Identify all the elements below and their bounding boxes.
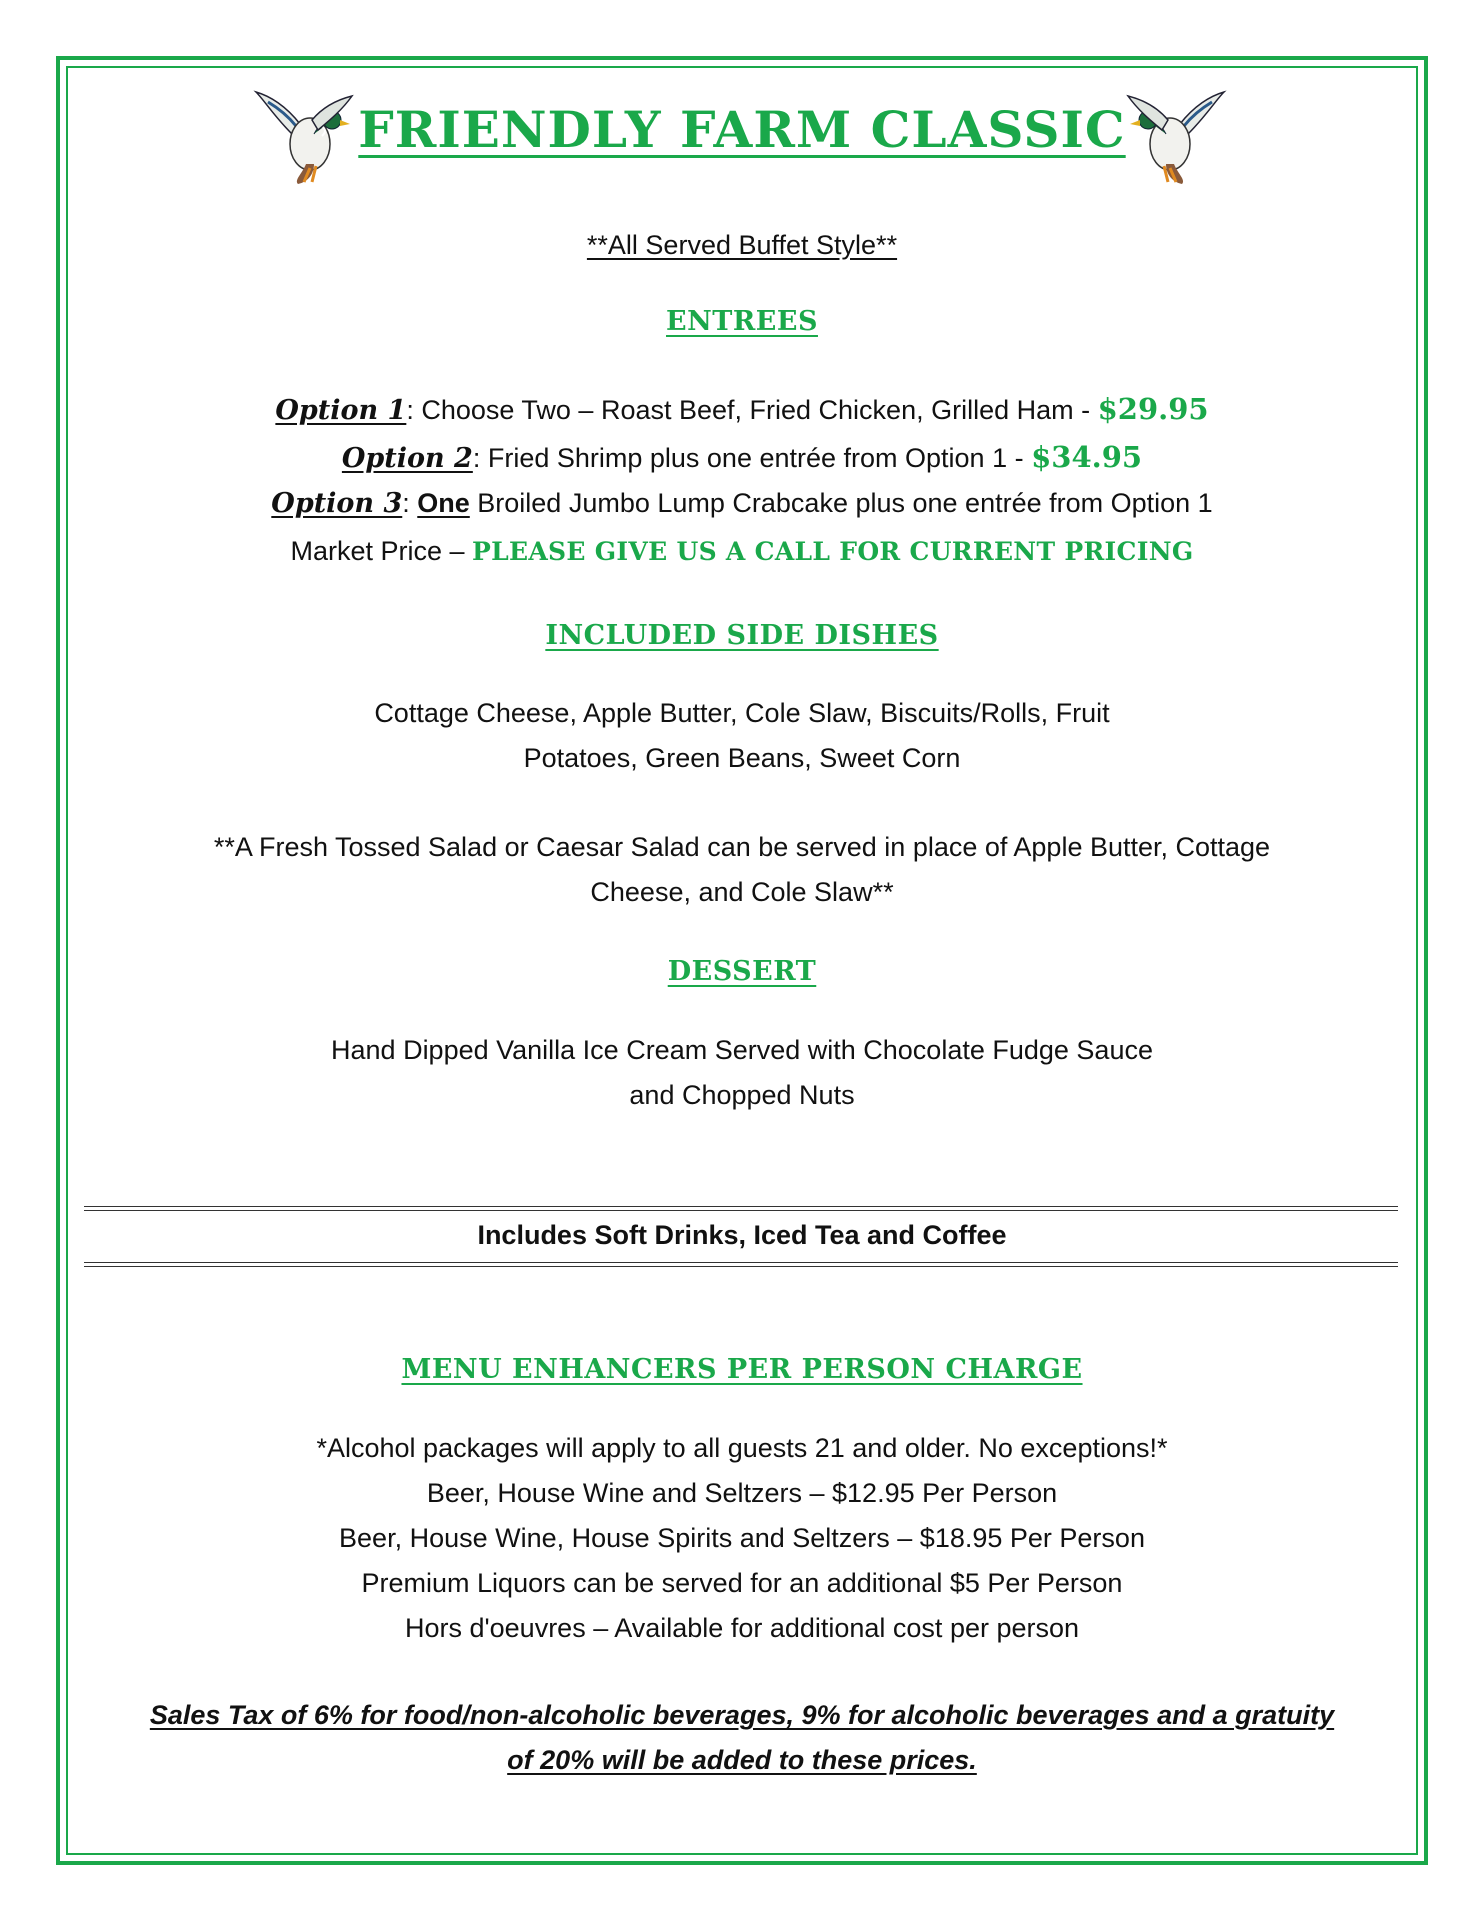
option-2-text: : Fried Shrimp plus one entrée from Option 1 - [472,443,1032,473]
side-dishes-line-1: Cottage Cheese, Apple Butter, Cole Slaw, Biscuits/Rolls, Fruit [374,698,1110,728]
enhancer-line: Beer, House Wine, House Spirits and Seltzers – $18.95 Per Person [339,1523,1145,1553]
tax-note-line-2: of 20% will be added to these prices. [507,1745,977,1775]
option-1-label: Option 1 [275,395,407,426]
mallard-duck-icon [1112,86,1228,186]
side-dishes-heading: INCLUDED SIDE DISHES [545,620,939,651]
enhancer-line: Hors d'oeuvres – Available for additional cost per person [404,1613,1080,1643]
dessert-line-2: and Chopped Nuts [629,1080,855,1110]
divider-top-1 [84,1206,1398,1207]
menu-content [70,70,1414,1850]
side-dishes-line-2: Potatoes, Green Beans, Sweet Corn [523,743,961,773]
buffet-style-note: **All Served Buffet Style** [586,230,898,260]
option-3-label: Option 3 [271,488,403,519]
enhancer-line: *Alcohol packages will apply to all guests 21 and older. No exceptions!* [316,1433,1168,1463]
dessert-heading: DESSERT [667,956,817,987]
divider-bottom-1 [84,1262,1398,1263]
call-for-pricing: PLEASE GIVE US A CALL FOR CURRENT PRICING [472,537,1194,566]
option-1-text: : Choose Two – Roast Beef, Fried Chicken, Grilled Ham - [406,395,1098,425]
divider-bottom-2 [84,1266,1398,1267]
option-2-line [70,440,1414,476]
option-3-emphasis: One [417,488,470,518]
enhancer-line: Premium Liquors can be served for an additional $5 Per Person [361,1568,1123,1598]
option-3-line [70,486,1414,521]
dessert-line-1: Hand Dipped Vanilla Ice Cream Served with Chocolate Fudge Sauce [331,1035,1153,1065]
salad-note-line-2: Cheese, and Cole Slaw** [590,877,894,907]
market-price-text: Market Price – [290,536,473,566]
option-3-sep: : [402,488,418,518]
market-price-line [70,534,1414,569]
option-1-price: $29.95 [1097,392,1209,426]
salad-note-line-1: **A Fresh Tossed Salad or Caesar Salad can be served in place of Apple Butter, Cottage [213,832,1271,862]
option-1-line [70,392,1414,428]
option-3-text: Broiled Jumbo Lump Crabcake plus one entrée from Option 1 [469,488,1213,518]
option-2-label: Option 2 [341,443,473,474]
enhancer-line: Beer, House Wine and Seltzers – $12.95 Per Person [426,1478,1058,1508]
page-title: FRIENDLY FARM CLASSIC [358,100,1126,159]
divider-top-2 [84,1210,1398,1211]
drinks-included: Includes Soft Drinks, Iced Tea and Coffee [477,1220,1007,1250]
tax-note-line-1: Sales Tax of 6% for food/non-alcoholic beverages, 9% for alcoholic beverages and a gratuity [149,1700,1335,1730]
option-2-price: $34.95 [1031,440,1143,474]
entrees-heading: ENTREES [666,306,818,337]
enhancers-heading: MENU ENHANCERS PER PERSON CHARGE [401,1354,1083,1385]
